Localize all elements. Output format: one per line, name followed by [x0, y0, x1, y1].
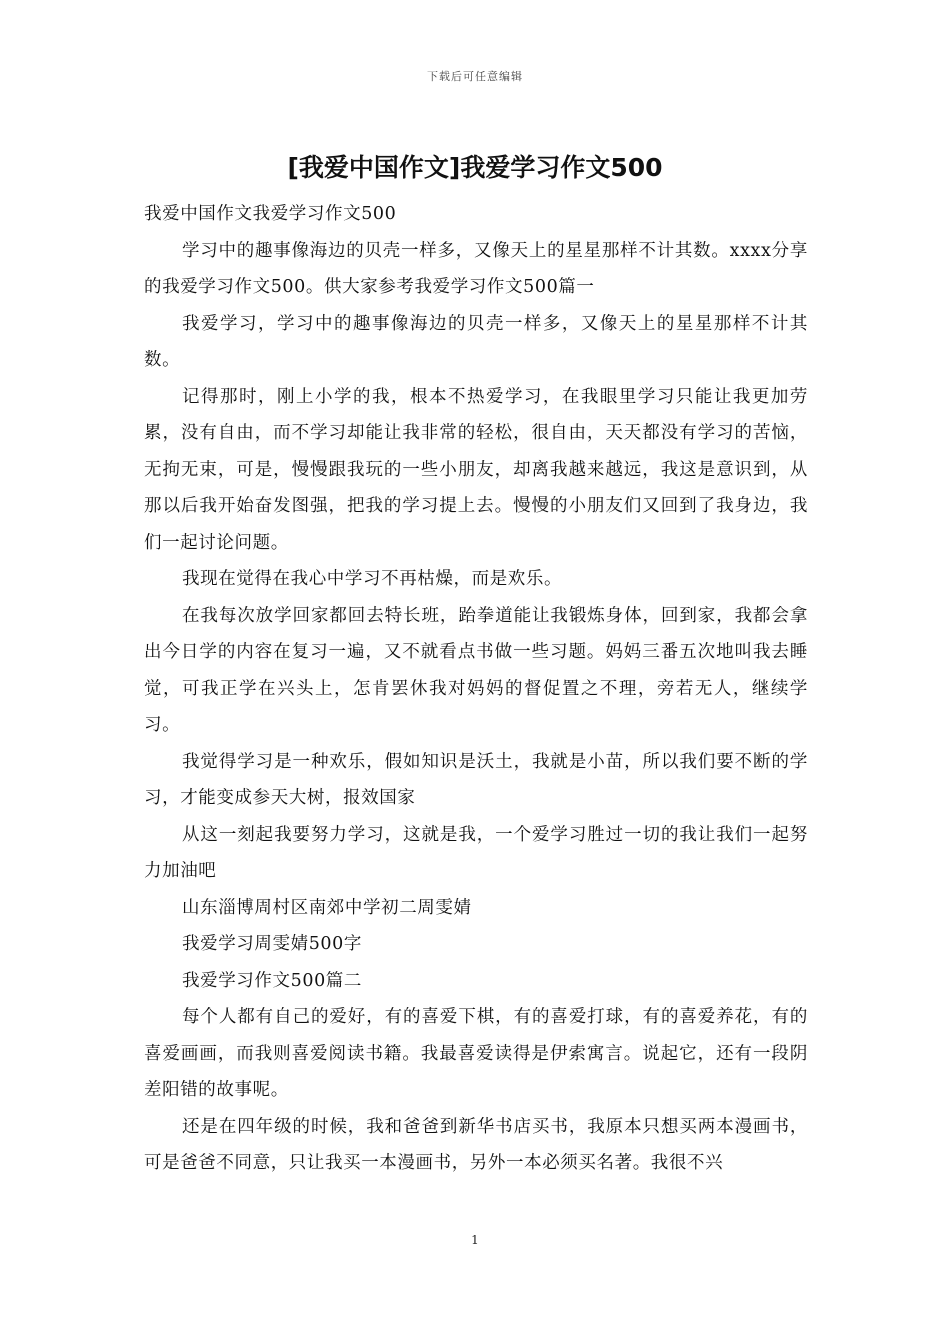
- paragraph: 我爱学习，学习中的趣事像海边的贝壳一样多，又像天上的星星那样不计其数。: [144, 313, 808, 370]
- page-number: 1: [471, 1233, 479, 1247]
- document-title: [我爱中国作文]我爱学习作文500: [287, 153, 663, 182]
- page-header: 下载后可任意编辑: [427, 70, 523, 83]
- paragraph: 在我每次放学回家都回去特长班，跆拳道能让我锻炼身体，回到家，我都会拿出今日学的内容在复习一遍，又不就看点书做一些习题。妈妈三番五次地叫我去睡觉，可我正学在兴头上，怎肯罢休我对妈妈的督促置之不理，旁若无人，继续学习。: [144, 605, 808, 735]
- paragraph: 每个人都有自己的爱好，有的喜爱下棋，有的喜爱打球，有的喜爱养花，有的喜爱画画，而我则喜爱阅读书籍。我最喜爱读得是伊索寓言。说起它，还有一段阴差阳错的故事呢。: [144, 1007, 808, 1100]
- paragraph: 我爱学习周雯婧500字: [182, 934, 363, 954]
- paragraph: 我觉得学习是一种欢乐，假如知识是沃土，我就是小苗，所以我们要不断的学习，才能变成参天大树，报效国家: [144, 751, 808, 808]
- paragraph: 学习中的趣事像海边的贝壳一样多，又像天上的星星那样不计其数。xxxx分享的我爱学习作文500。供大家参考我爱学习作文500篇一: [144, 240, 808, 297]
- paragraph: 我现在觉得在我心中学习不再枯燥，而是欢乐。: [182, 569, 563, 589]
- paragraph: 还是在四年级的时候，我和爸爸到新华书店买书，我原本只想买两本漫画书，可是爸爸不同意，只让我买一本漫画书，另外一本必须买名著。我很不兴: [144, 1116, 808, 1173]
- paragraph: 记得那时，刚上小学的我，根本不热爱学习，在我眼里学习只能让我更加劳累，没有自由，而不学习却能让我非常的轻松，很自由，天天都没有学习的苦恼，无拘无束，可是，慢慢跟我玩的一些小朋友，却离我越来越远，我这是意识到，从那以后我开始奋发图强，把我的学习提上去。慢慢的小朋友们又回到了我身边，我们一起讨论问题。: [144, 386, 808, 553]
- paragraph: 我爱中国作文我爱学习作文500: [144, 204, 397, 224]
- paragraph: 山东淄博周村区南郊中学初二周雯婧: [182, 897, 472, 918]
- paragraph: 从这一刻起我要努力学习，这就是我，一个爱学习胜过一切的我让我们一起努力加油吧: [144, 824, 808, 881]
- paragraph: 我爱学习作文500篇二: [182, 970, 363, 991]
- document-body: [144, 196, 808, 1182]
